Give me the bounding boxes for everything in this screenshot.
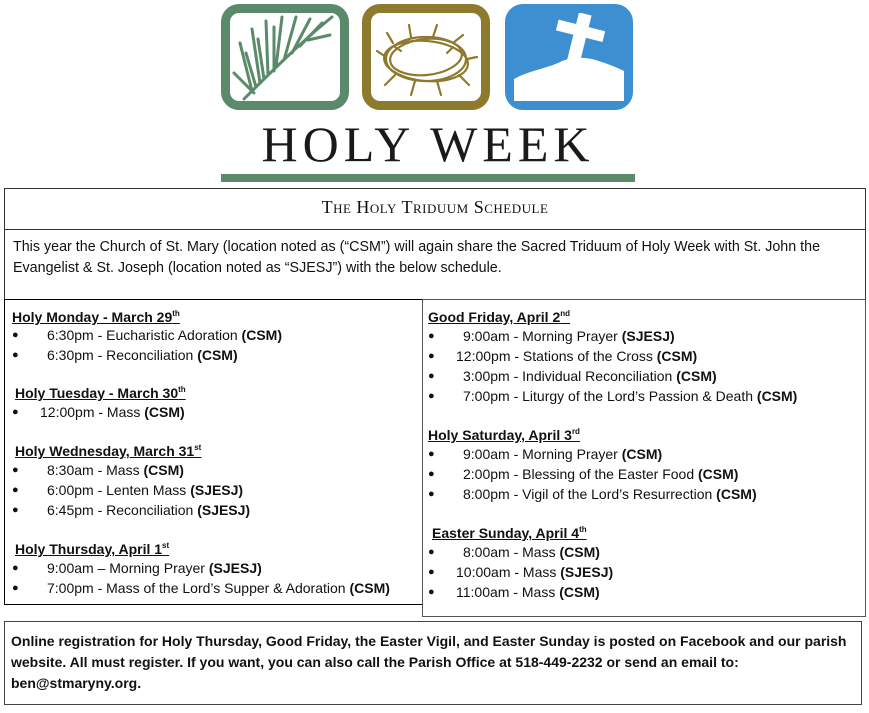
schedule-item: 11:00am - Mass (CSM) bbox=[456, 584, 600, 600]
bullet: ● bbox=[12, 329, 19, 341]
intro-paragraph: This year the Church of St. Mary (location noted as (“CSM”) will again share the Sacred Triduum of Holy Week with St. John the Evangelist & St. Joseph (location noted as “SJESJ”) with the below schedule. bbox=[13, 239, 821, 276]
bullet: ● bbox=[12, 406, 19, 418]
bullet: ● bbox=[428, 468, 435, 480]
day-heading: Holy Thursday, April 1st bbox=[15, 541, 170, 557]
bullet: ● bbox=[428, 448, 435, 460]
cross-on-hill-icon bbox=[505, 4, 633, 110]
schedule-left-column bbox=[4, 299, 424, 605]
registration-note-box bbox=[4, 621, 862, 705]
schedule-item: 6:30pm - Reconciliation (CSM) bbox=[47, 347, 238, 363]
schedule-item: 8:00pm - Vigil of the Lord’s Resurrection (CSM) bbox=[463, 486, 757, 502]
schedule-item: 3:00pm - Individual Reconciliation (CSM) bbox=[463, 368, 717, 384]
schedule-item: 9:00am - Morning Prayer (CSM) bbox=[463, 446, 663, 462]
bullet: ● bbox=[428, 586, 435, 598]
bullet: ● bbox=[12, 464, 19, 476]
schedule-item: 7:00pm - Mass of the Lord’s Supper & Adoration (CSM) bbox=[47, 580, 390, 596]
crown-of-thorns-icon bbox=[362, 4, 490, 110]
holy-week-wordmark: HOLY WEEK bbox=[261, 116, 595, 172]
bullet: ● bbox=[12, 484, 19, 496]
palm-branch-icon bbox=[221, 4, 349, 110]
day-heading: Holy Saturday, April 3rd bbox=[428, 427, 580, 443]
schedule-item: 2:00pm - Blessing of the Easter Food (CSM) bbox=[463, 466, 739, 482]
bullet: ● bbox=[428, 370, 435, 382]
bullet: ● bbox=[428, 566, 435, 578]
title-box bbox=[4, 188, 866, 230]
schedule-item: 12:00pm - Mass (CSM) bbox=[40, 404, 185, 420]
registration-note: Online registration for Holy Thursday, Good Friday, the Easter Vigil, and Easter Sunday is posted on Facebook and our parish website. All must register. If you want, you can also call the Parish Office at 518-449-2232 or send an email to: ben@stmaryny.org. bbox=[11, 633, 847, 691]
schedule-title: The Holy Triduum Schedule bbox=[321, 197, 549, 217]
schedule-item: 6:30pm - Eucharistic Adoration (CSM) bbox=[47, 327, 282, 343]
schedule-item: 10:00am - Mass (SJESJ) bbox=[456, 564, 614, 580]
day-heading: Holy Tuesday - March 30th bbox=[15, 385, 186, 401]
bullet: ● bbox=[12, 562, 19, 574]
schedule-item: 8:00am - Mass (CSM) bbox=[463, 544, 600, 560]
bullet: ● bbox=[12, 349, 19, 361]
bullet: ● bbox=[428, 390, 435, 402]
bullet: ● bbox=[12, 504, 19, 516]
bullet: ● bbox=[428, 546, 435, 558]
schedule-item: 9:00am – Morning Prayer (SJESJ) bbox=[47, 560, 262, 576]
schedule-item: 7:00pm - Liturgy of the Lord’s Passion & Death (CSM) bbox=[463, 388, 798, 404]
bullet: ● bbox=[428, 350, 435, 362]
schedule-right-column bbox=[422, 299, 866, 617]
schedule-item: 6:00pm - Lenten Mass (SJESJ) bbox=[47, 482, 244, 498]
day-heading: Holy Monday - March 29th bbox=[12, 309, 180, 325]
schedule-item: 8:30am - Mass (CSM) bbox=[47, 462, 184, 478]
logo-underline-bar bbox=[221, 174, 635, 182]
day-heading: Good Friday, April 2nd bbox=[428, 309, 571, 325]
bullet: ● bbox=[12, 582, 19, 594]
schedule-item: 6:45pm - Reconciliation (SJESJ) bbox=[47, 502, 251, 518]
schedule-item: 9:00am - Morning Prayer (SJESJ) bbox=[463, 328, 675, 344]
day-heading: Easter Sunday, April 4th bbox=[432, 525, 587, 541]
bullet: ● bbox=[428, 488, 435, 500]
bullet: ● bbox=[428, 330, 435, 342]
schedule-item: 12:00pm - Stations of the Cross (CSM) bbox=[456, 348, 698, 364]
day-heading: Holy Wednesday, March 31st bbox=[15, 443, 202, 459]
intro-box bbox=[4, 229, 866, 300]
